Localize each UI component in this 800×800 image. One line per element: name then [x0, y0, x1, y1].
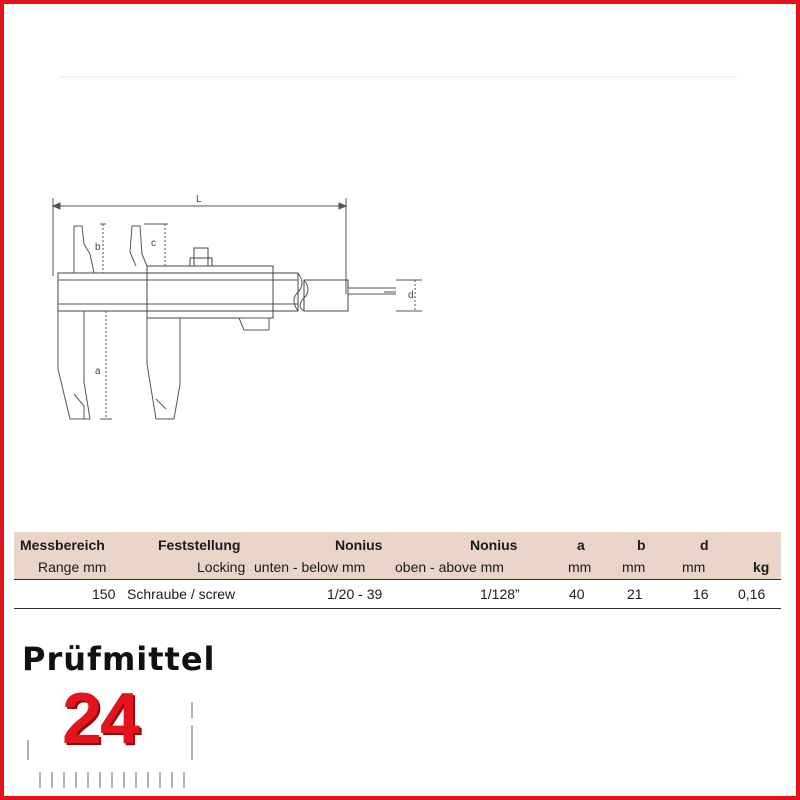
label-a: a	[95, 366, 101, 377]
cell-locking: Schraube / screw	[127, 586, 236, 602]
caliper-drawing	[44, 184, 434, 434]
cell-above: 1/128”	[480, 586, 520, 602]
pruefmittel24-logo	[22, 640, 222, 790]
header-a: a	[577, 537, 585, 553]
cell-a: 40	[569, 586, 585, 602]
table-header	[14, 532, 781, 579]
header-d: d	[700, 537, 709, 553]
header-mm-a: mm	[568, 559, 592, 575]
cell-d: 16	[693, 586, 709, 602]
label-b: b	[95, 242, 101, 253]
cell-range: 150	[92, 586, 116, 602]
label-c: c	[151, 238, 156, 249]
header-nonius-below: Nonius	[335, 537, 383, 553]
header-above: oben - above mm	[395, 559, 504, 575]
label-L: L	[196, 194, 202, 205]
spec-table	[14, 532, 781, 609]
header-below: unten - below mm	[254, 559, 366, 575]
logo-number: 24	[62, 679, 139, 759]
header-mm-b: mm	[622, 559, 646, 575]
header-nonius-above: Nonius	[470, 537, 518, 553]
table-row	[14, 579, 781, 609]
header-b: b	[637, 537, 646, 553]
header-kg: kg	[753, 559, 770, 575]
header-range: Range mm	[38, 559, 107, 575]
header-messbereich: Messbereich	[20, 537, 105, 553]
cell-kg: 0,16	[738, 586, 766, 602]
header-feststellung: Feststellung	[158, 537, 241, 553]
header-mm-d: mm	[682, 559, 706, 575]
cell-below: 1/20 - 39	[327, 586, 383, 602]
cell-b: 21	[627, 586, 643, 602]
header-locking: Locking	[197, 559, 246, 575]
logo-text: Prüfmittel	[22, 640, 216, 678]
label-d: d	[408, 290, 414, 301]
divider	[59, 76, 737, 78]
